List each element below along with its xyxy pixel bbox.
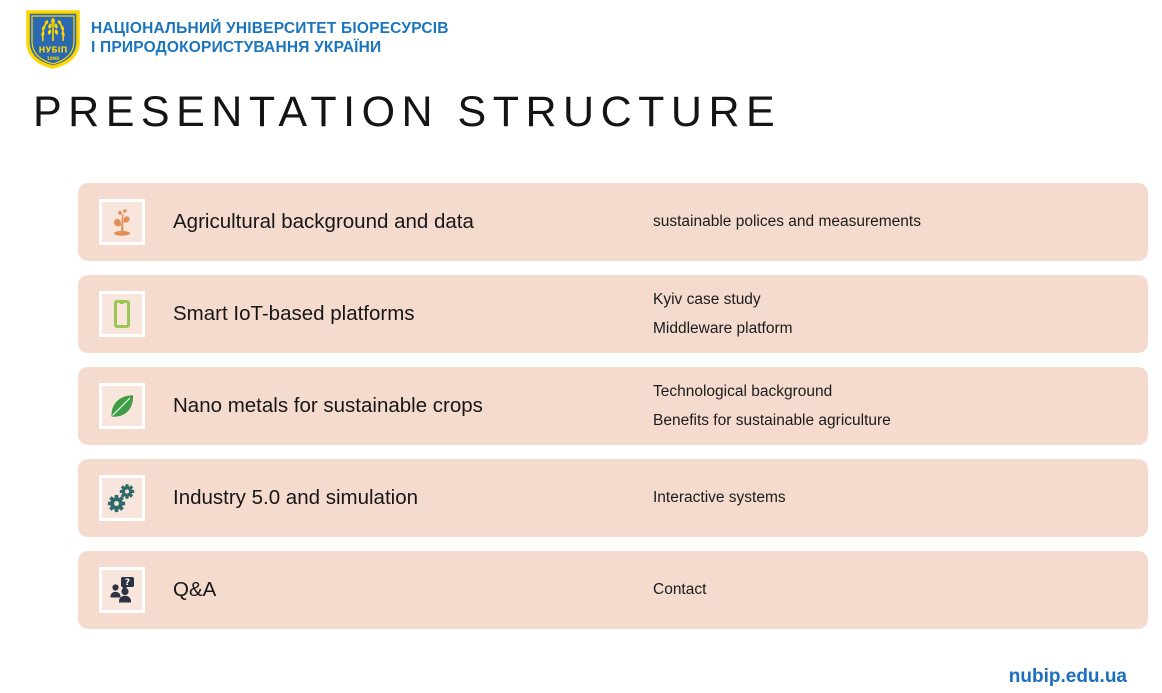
agenda-detail-line: Benefits for sustainable agriculture — [653, 411, 891, 429]
agenda-detail-line: sustainable polices and measurements — [653, 213, 921, 230]
agenda-title: Q&A — [173, 578, 217, 601]
svg-text:?: ? — [124, 578, 131, 588]
leaf-icon — [99, 383, 145, 429]
qa-people-icon — [99, 567, 145, 613]
logo-abbr-text: НУБІП — [38, 45, 68, 55]
university-logo — [25, 9, 81, 69]
agenda-row-industry — [78, 459, 1148, 537]
agenda-detail-line: Interactive systems — [653, 489, 786, 506]
agenda-details — [653, 551, 706, 629]
university-name — [91, 19, 449, 57]
sprout-icon — [99, 199, 145, 245]
smartphone-icon — [99, 291, 145, 337]
page-title: PRESENTATION STRUCTURE — [33, 88, 782, 136]
agenda-detail-line: Technological background — [653, 382, 833, 400]
gears-icon — [99, 475, 145, 521]
agenda-title: Industry 5.0 and simulation — [173, 486, 418, 509]
agenda-details — [653, 459, 786, 537]
agenda-details — [653, 183, 921, 261]
agenda-title: Agricultural background and data — [173, 210, 474, 233]
agenda-title: Nano metals for sustainable crops — [173, 394, 483, 417]
agenda-list — [78, 183, 1148, 643]
agenda-row-nano — [78, 367, 1148, 445]
agenda-detail-line: Middleware platform — [653, 319, 793, 337]
agenda-detail-line: Kyiv case study — [653, 290, 761, 308]
university-name-line1: НАЦІОНАЛЬНИЙ УНІВЕРСИТЕТ БІОРЕСУРСІВ — [91, 20, 449, 37]
agenda-title: Smart IoT-based platforms — [173, 302, 415, 325]
nubip-shield-icon — [25, 9, 81, 69]
logo-year-text: 1898 — [46, 57, 60, 62]
agenda-details — [653, 275, 793, 353]
website-link[interactable]: nubip.edu.ua — [1008, 666, 1127, 687]
agenda-detail-line: Contact — [653, 581, 707, 598]
agenda-details — [653, 367, 891, 445]
university-name-line2: І ПРИРОДОКОРИСТУВАННЯ УКРАЇНИ — [91, 39, 382, 56]
agenda-row-agricultural — [78, 183, 1148, 261]
agenda-row-qa — [78, 551, 1148, 629]
agenda-row-iot — [78, 275, 1148, 353]
